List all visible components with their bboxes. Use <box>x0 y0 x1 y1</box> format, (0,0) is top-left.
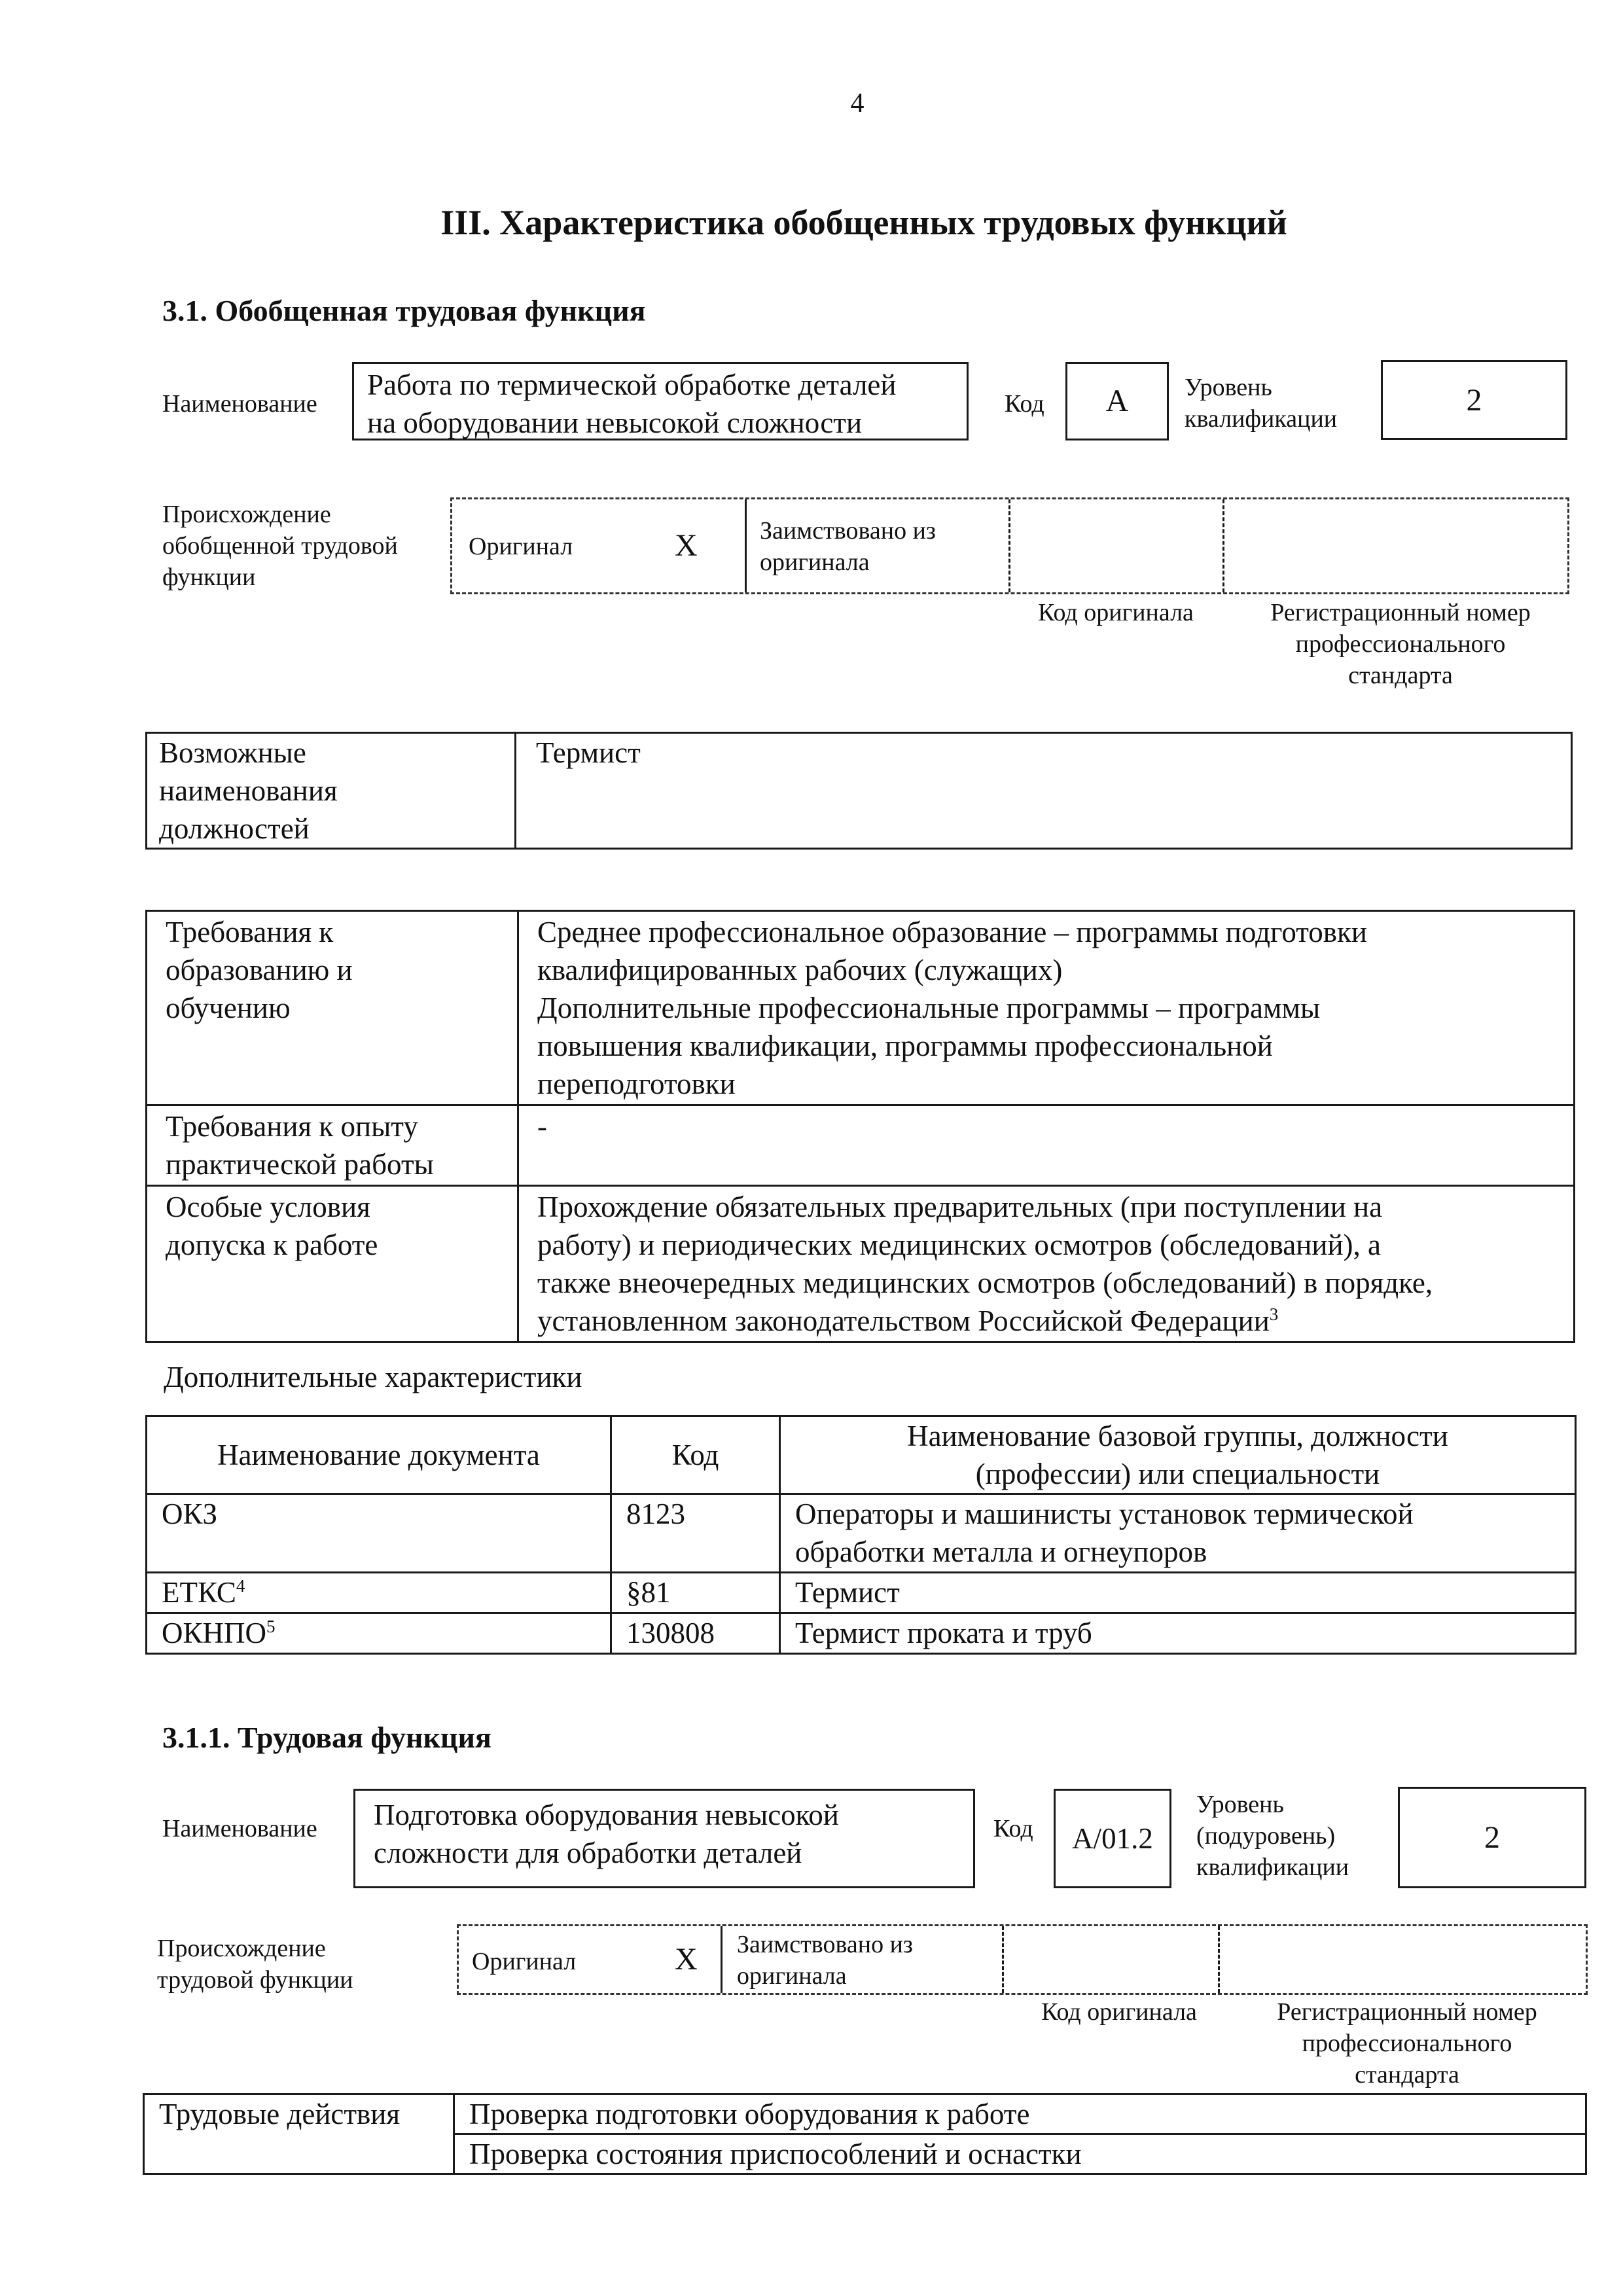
positions-label: Возможные наименования должностей <box>147 733 516 849</box>
tf-reg-number-caption: Регистрационный номер профессионального стандарта <box>1277 1998 1537 2089</box>
tf-level-label: Уровень (подуровень) квалификации <box>1196 1791 1349 1881</box>
positions-table <box>145 732 1573 850</box>
col-name-header: Наименование базовой группы, должности (профессии) или специальности <box>780 1416 1576 1494</box>
footnote-4: 4 <box>236 1576 245 1596</box>
table-row <box>147 1494 1576 1573</box>
gtf-original-mark: X <box>675 528 698 563</box>
gtf-heading: 3.1. Обобщенная трудовая функция <box>162 294 646 327</box>
requirement-row <box>147 911 1575 1105</box>
tf-code-label: Код <box>993 1815 1033 1842</box>
doc-name: ОКЗ <box>162 1498 218 1530</box>
table-row <box>147 1613 1576 1654</box>
gtf-code-label: Код <box>1005 390 1044 418</box>
additional-table <box>145 1415 1577 1655</box>
table-row <box>147 1573 1576 1613</box>
tf-level-field: 2 <box>1398 1787 1586 1888</box>
requirement-row <box>147 1186 1575 1342</box>
requirement-label: Требования к образованию и обучению <box>147 911 518 1105</box>
doc-cell <box>147 1573 611 1613</box>
col-code-header: Код <box>611 1416 780 1494</box>
gtf-borrowed-label: Заимствовано из оригинала <box>760 517 936 576</box>
tf-name-label: Наименование <box>162 1815 317 1842</box>
name-cell: Операторы и машинисты установок термической обработки металла и огнеупоров <box>780 1494 1576 1573</box>
actions-table <box>143 2093 1587 2175</box>
name-cell: Термист проката и труб <box>780 1613 1576 1654</box>
tf-name-field: Подготовка оборудования невысокой сложности для обработки деталей <box>353 1789 975 1888</box>
col-doc-header: Наименование документа <box>147 1416 611 1494</box>
section-title: III. Характеристика обобщенных трудовых функций <box>440 203 1287 242</box>
tf-origin-row <box>457 1924 1588 1995</box>
requirement-value: - <box>518 1105 1575 1186</box>
gtf-orig-code-caption: Код оригинала <box>1038 599 1194 626</box>
gtf-origin-label: Происхождение обобщенной трудовой функции <box>162 501 398 591</box>
gtf-code-field: A <box>1065 362 1169 440</box>
gtf-original-label: Оригинал <box>469 533 573 560</box>
additional-heading: Дополнительные характеристики <box>164 1361 582 1393</box>
footnote-3: 3 <box>1269 1304 1279 1324</box>
tf-original-mark: X <box>675 1942 698 1977</box>
tf-orig-code-caption: Код оригинала <box>1041 1998 1197 2026</box>
code-cell: 130808 <box>611 1613 780 1654</box>
action-item: Проверка подготовки оборудования к работе <box>454 2094 1586 2134</box>
tf-borrowed-label: Заимствовано из оригинала <box>737 1931 913 1990</box>
gtf-level-label: Уровень квалификации <box>1185 374 1338 433</box>
footnote-5: 5 <box>266 1617 276 1636</box>
requirement-value: Прохождение обязательных предварительных (при поступлении на работу) и периодических медицинских осмотров (обследований), а также внеочередных медицинских осмотров (обследований) в порядке, установленном законодательством Российской Федерации <box>537 1191 1433 1337</box>
tf-code-field: A/01.2 <box>1054 1789 1171 1888</box>
doc-cell <box>147 1613 611 1654</box>
tf-heading: 3.1.1. Трудовая функция <box>162 1721 491 1754</box>
positions-value: Термист <box>516 733 1572 849</box>
tf-origin-label: Происхождение трудовой функции <box>157 1935 353 1994</box>
gtf-origin-row <box>450 497 1569 594</box>
gtf-reg-number-caption: Регистрационный номер профессионального стандарта <box>1270 599 1531 689</box>
requirement-row <box>147 1105 1575 1186</box>
code-cell: §81 <box>611 1573 780 1613</box>
doc-cell <box>147 1494 611 1573</box>
action-item: Проверка состояния приспособлений и оснастки <box>454 2134 1586 2174</box>
tf-original-label: Оригинал <box>472 1948 577 1975</box>
requirement-label: Особые условия допуска к работе <box>147 1186 518 1342</box>
requirement-value: Среднее профессиональное образование – программы подготовки квалифицированных рабочих (служащих) Дополнительные профессиональные программы – программы повышения квалификации, программы профессиональной переподготовки <box>518 911 1575 1105</box>
name-cell: Термист <box>780 1573 1576 1613</box>
page-number: 4 <box>850 88 865 118</box>
requirement-value-cell <box>518 1186 1575 1342</box>
requirement-label: Требования к опыту практической работы <box>147 1105 518 1186</box>
doc-name: ЕТКС <box>162 1576 236 1609</box>
gtf-name-field: Работа по термической обработке деталей на оборудовании невысокой сложности <box>352 362 969 440</box>
gtf-name-label: Наименование <box>162 390 317 418</box>
requirements-table <box>145 910 1575 1343</box>
actions-label: Трудовые действия <box>144 2094 454 2174</box>
gtf-level-field: 2 <box>1381 360 1567 440</box>
code-cell: 8123 <box>611 1494 780 1573</box>
doc-name: ОКНПО <box>162 1617 267 1649</box>
